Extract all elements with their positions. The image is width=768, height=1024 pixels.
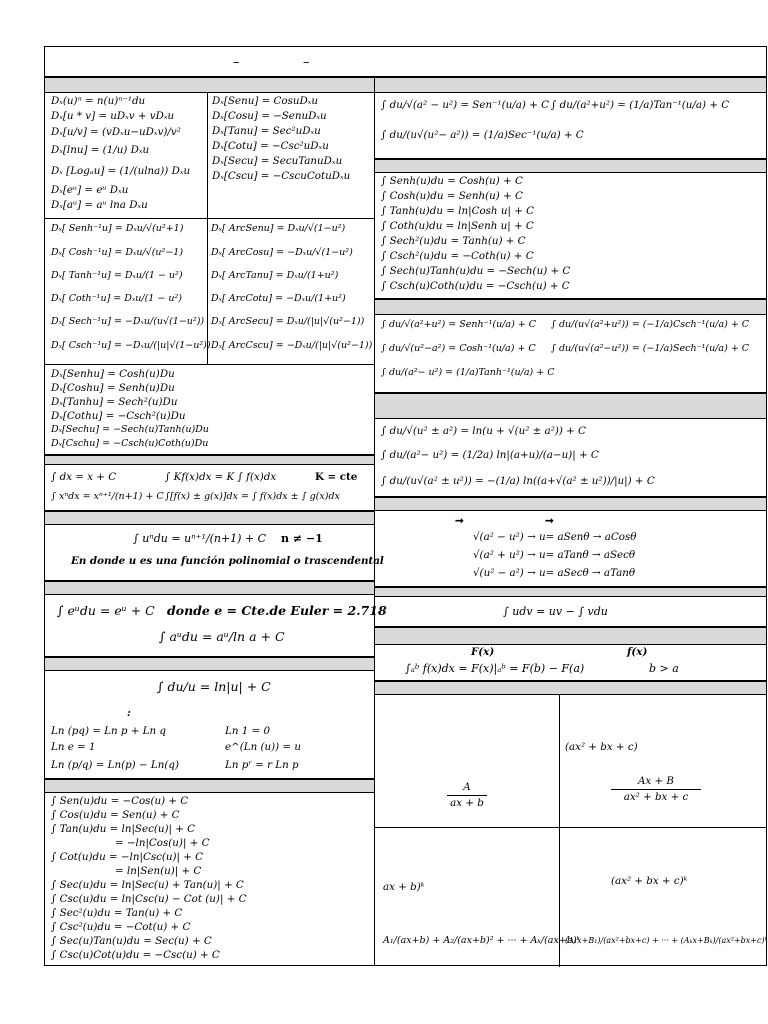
int-trig-rule: ∫ Tan(u)du = ln|Sec(u)| + C [51, 823, 196, 835]
derivatives-basic-section [45, 93, 374, 219]
integration-by-parts-section [375, 597, 766, 627]
power-formula: ∫ uⁿdu = uⁿ⁺¹/(n+1) + C [133, 532, 267, 545]
parts-formula: ∫ udv = uv − ∫ vdu [503, 605, 608, 618]
band [375, 497, 766, 511]
band [45, 657, 374, 671]
log-formula: ∫ du/u = ln|u| + C [157, 679, 271, 694]
int-hyp-rule: ∫ Csch(u)Coth(u)du = −Csch(u) + C [381, 280, 570, 292]
hyperbolic-integrals-section [375, 173, 766, 299]
deriv-inv-trig-rule: Dₓ[ ArcCscu] = −Dₓu/(|u|√(u²−1)) [211, 340, 373, 351]
int-inv-hyp: ∫ du/(u√(a²+u²)) = (−1/a)Csch⁻¹(u/a) + C [551, 319, 750, 330]
exp-e-formula: ∫ eᵘdu = eᵘ + C [57, 603, 155, 618]
deriv-trig-rule: Dₓ[Secu] = SecuTanuDₓu [212, 155, 343, 167]
deriv-hyp-rule: Dₓ[Cschu] = −Csch(u)Coth(u)Du [51, 438, 209, 449]
deriv-inv-hyp-rule: Dₓ[ Sech⁻¹u] = −Dₓu/(u√(1−u²)) [51, 316, 205, 327]
header-band-integrals [375, 77, 766, 93]
power-condition: n ≠ −1 [281, 532, 323, 545]
int-hyp-rule: ∫ Csch²(u)du = −Coth(u) + C [381, 250, 534, 262]
deriv-hyp-rule: Dₓ[Coshu] = Senh(u)Du [51, 382, 175, 394]
int-log-rule: ∫ du/(a²− u²) = (1/2a) ln|(a+u)/(a−u)| + C [381, 449, 599, 461]
int-inv-hyp: ∫ du/(u√(a²−u²)) = (−1/a)Sech⁻¹(u/a) + C [551, 343, 750, 354]
log-property: Ln e = 1 [51, 741, 96, 753]
derivatives-inverse-section [45, 219, 374, 365]
band [375, 627, 766, 645]
int-inv-trig: ∫ du/(a²+u²) = (1/a)Tan⁻¹(u/a) + C [551, 99, 730, 111]
band [375, 587, 766, 597]
linear-sum: A₁/(ax+b) + A₂/(ax+b)² + ··· + Aₖ/(ax+b)ᵏ [383, 935, 581, 946]
band [375, 159, 766, 173]
antiderivative-label: F(x) [471, 646, 495, 658]
int-trig-rule: ∫ Csc²(u)du = −Cot(u) + C [51, 921, 191, 933]
deriv-trig-rule: Dₓ[Tanu] = Sec²uDₓu [212, 125, 321, 137]
int-hyp-rule: ∫ Cosh(u)du = Senh(u) + C [381, 190, 523, 202]
definite-integral-section [375, 645, 766, 681]
repeated-linear-factor: ax + b)ᵏ [383, 881, 425, 893]
log-property: Ln (pq) = Ln p + Ln q [51, 725, 166, 737]
int-rule: ∫ Kf(x)dx = K ∫ f(x)dx [165, 471, 277, 483]
deriv-inv-hyp-rule: Dₓ[ Senh⁻¹u] = Dₓu/√(u²+1) [51, 223, 184, 234]
trig-sub-rule: √(a² + u²) → u= aTanθ → aSecθ [473, 549, 636, 561]
deriv-rule: Dₓ[u/v] = (vDₓu−uDₓv)/v² [51, 126, 181, 138]
deriv-rule: Dₓ[u * v] = uDₓv + vDₓu [51, 110, 175, 122]
deriv-rule: Dₓ[aᵘ] = aᵘ lna Dₓu [51, 199, 148, 211]
deriv-rule: Dₓ(u)ⁿ = n(u)ⁿ⁻¹du [51, 95, 146, 107]
title-row [45, 47, 766, 77]
log-property: e^(Ln (u)) = u [225, 741, 301, 753]
log-property: Ln 1 = 0 [225, 725, 271, 737]
deriv-inv-trig-rule: Dₓ[ ArcSenu] = Dₓu/√(1−u²) [211, 223, 346, 234]
band [375, 393, 766, 419]
int-hyp-rule: ∫ Sech²(u)du = Tanh(u) + C [381, 235, 526, 247]
deriv-inv-trig-rule: Dₓ[ ArcSecu] = Dₓu/(|u|√(u²−1)) [211, 316, 365, 327]
trig-sub-rule: √(u² − a²) → u= aSecθ → aTanθ [473, 567, 636, 579]
log-property: Ln (p/q) = Ln(p) − Ln(q) [51, 759, 179, 771]
log-property: Ln pʳ = r Ln p [225, 759, 299, 771]
frac-a-numerator: A [463, 781, 471, 793]
logarithm-section [45, 671, 374, 779]
right-column [375, 77, 766, 965]
band [45, 779, 374, 793]
formula-sheet [44, 46, 767, 966]
arrow-icon: ➞ [455, 515, 464, 527]
power-note: En donde u es una función polinomial o trascendental [71, 555, 384, 567]
partial-fractions-section [375, 695, 766, 965]
exponential-section [45, 595, 387, 657]
int-trig-rule: = −ln|Cos(u)| + C [115, 837, 210, 849]
int-trig-rule: ∫ Sec(u)du = ln|Sec(u) + Tan(u)| + C [51, 879, 244, 891]
band [375, 299, 766, 315]
deriv-hyp-rule: Dₓ[Cothu] = −Csch²(u)Du [51, 410, 186, 422]
log-integrals-section [375, 419, 766, 497]
int-inv-hyp: ∫ du/√(u²−a²) = Cosh⁻¹(u/a) + C [381, 343, 536, 354]
deriv-hyp-rule: Dₓ[Senhu] = Cosh(u)Du [51, 368, 175, 380]
int-trig-rule: = ln|Sen(u)| + C [115, 865, 202, 877]
left-column [45, 77, 387, 965]
int-trig-rule: ∫ Sen(u)du = −Cos(u) + C [51, 795, 189, 807]
title-dash-1: – [233, 55, 240, 70]
exp-e-note: donde e = Cte.de Euler = 2.718 [167, 603, 387, 618]
deriv-hyp-rule: Dₓ[Tanhu] = Sech²(u)Du [51, 396, 178, 408]
deriv-trig-rule: Dₓ[Cosu] = −SenuDₓu [212, 110, 327, 122]
quadratic-factor: (ax² + bx + c) [565, 741, 638, 753]
exp-a-formula: ∫ aᵘdu = aᵘ/ln a + C [159, 629, 285, 644]
definite-formula: ∫ₐᵇ f(x)dx = F(x)|ₐᵇ = F(b) − F(a) [405, 662, 585, 675]
int-log-rule: ∫ du/(u√(a² ± u²)) = −(1/a) ln((a+√(a² ± u²))/|u|) + C [381, 475, 655, 487]
deriv-inv-hyp-rule: Dₓ[ Csch⁻¹u] = −Dₓu/(|u|√(1−u²)) [51, 340, 211, 351]
int-inv-hyp: ∫ du/√(a²+u²) = Senh⁻¹(u/a) + C [381, 319, 537, 330]
title-dash-2: – [303, 55, 310, 70]
integrals-basic-section [45, 465, 374, 511]
power-rule-section [45, 525, 384, 581]
trig-integrals-section [45, 793, 374, 967]
int-trig-rule: ∫ Csc(u)du = ln|Csc(u) − Cot (u)| + C [51, 893, 247, 905]
int-trig-rule: ∫ Cos(u)du = Sen(u) + C [51, 809, 180, 821]
int-trig-rule: ∫ Csc(u)Cot(u)du = −Csc(u) + C [51, 949, 220, 961]
definite-condition: b > a [649, 662, 679, 675]
int-trig-rule: ∫ Cot(u)du = −ln|Csc(u)| + C [51, 851, 204, 863]
deriv-hyp-rule: Dₓ[Sechu] = −Sech(u)Tanh(u)Du [51, 424, 209, 435]
deriv-inv-trig-rule: Dₓ[ ArcTanu] = Dₓu/(1+u²) [211, 270, 339, 281]
frac-a-denominator: ax + b [450, 797, 484, 809]
int-log-rule: ∫ du/√(u² ± a²) = ln(u + √(u² ± a²)) + C [381, 425, 586, 437]
band [45, 581, 374, 595]
int-hyp-rule: ∫ Tanh(u)du = ln|Cosh u| + C [381, 205, 534, 217]
int-hyp-rule: ∫ Sech(u)Tanh(u)du = −Sech(u) + C [381, 265, 571, 277]
function-label: f(x) [627, 646, 648, 658]
int-cte: K = cte [315, 471, 358, 483]
deriv-inv-hyp-rule: Dₓ[ Cosh⁻¹u] = Dₓu/√(u²−1) [51, 247, 184, 258]
frac-ab-denominator: ax² + bx + c [623, 791, 689, 803]
inverse-hyperbolic-integrals-section [375, 315, 766, 393]
int-hyp-rule: ∫ Coth(u)du = ln|Senh u| + C [381, 220, 534, 232]
deriv-inv-trig-rule: Dₓ[ ArcCotu] = −Dₓu/(1+u²) [211, 293, 346, 304]
log-colon: : [127, 707, 131, 719]
int-trig-rule: ∫ Sec²(u)du = Tan(u) + C [51, 907, 183, 919]
int-trig-rule: ∫ Sec(u)Tan(u)du = Sec(u) + C [51, 935, 212, 947]
deriv-inv-hyp-rule: Dₓ[ Coth⁻¹u] = Dₓu/(1 − u²) [51, 293, 182, 304]
deriv-trig-rule: Dₓ[Cotu] = −Csc²uDₓu [212, 140, 329, 152]
deriv-trig-rule: Dₓ[Cscu] = −CscuCotuDₓu [212, 170, 351, 182]
deriv-trig-rule: Dₓ[Senu] = CosuDₓu [212, 95, 319, 107]
frac-ab-numerator: Ax + B [638, 775, 674, 787]
band [375, 681, 766, 695]
deriv-rule: Dₓ[lnu] = (1/u) Dₓu [51, 144, 150, 156]
deriv-inv-hyp-rule: Dₓ[ Tanh⁻¹u] = Dₓu/(1 − u²) [51, 270, 183, 281]
int-inv-trig: ∫ du/√(a² − u²) = Sen⁻¹(u/a) + C [381, 99, 549, 111]
deriv-rule: Dₓ [Logₐu] = (1/(ulna)) Dₓu [51, 165, 191, 177]
header-band-derivatives [45, 77, 374, 93]
int-rule: ∫ dx = x + C [51, 471, 117, 483]
band [45, 455, 374, 465]
int-inv-trig: ∫ du/(u√(u²− a²)) = (1/a)Sec⁻¹(u/a) + C [381, 129, 584, 141]
band [45, 511, 374, 525]
int-hyp-rule: ∫ Senh(u)du = Cosh(u) + C [381, 175, 523, 187]
deriv-inv-trig-rule: Dₓ[ ArcCosu] = −Dₓu/√(1−u²) [211, 247, 353, 258]
quadratic-sum: (A₁x+B₁)/(ax²+bx+c) + ··· + (Aₖx+Bₖ)/(ax²+bx+c)ᵏ [565, 936, 768, 945]
trig-sub-rule: √(a² − u²) → u= aSenθ → aCosθ [473, 531, 637, 543]
repeated-quadratic-factor: (ax² + bx + c)ᵏ [611, 875, 688, 887]
int-rule: ∫ xⁿdx = xⁿ⁺¹/(n+1) + C [51, 491, 164, 502]
trig-substitution-section [375, 511, 766, 587]
derivatives-hyperbolic-section [45, 365, 374, 455]
deriv-rule: Dₓ[eᵘ] = eᵘ Dₓu [51, 184, 129, 196]
inverse-trig-integrals-section [375, 93, 766, 159]
int-rule: ∫[f(x) ± g(x)]dx = ∫ f(x)dx ± ∫ g(x)dx [165, 491, 340, 502]
arrow-icon: ➞ [545, 515, 554, 527]
int-inv-hyp: ∫ du/(a²− u²) = (1/a)Tanh⁻¹(u/a) + C [381, 367, 555, 378]
